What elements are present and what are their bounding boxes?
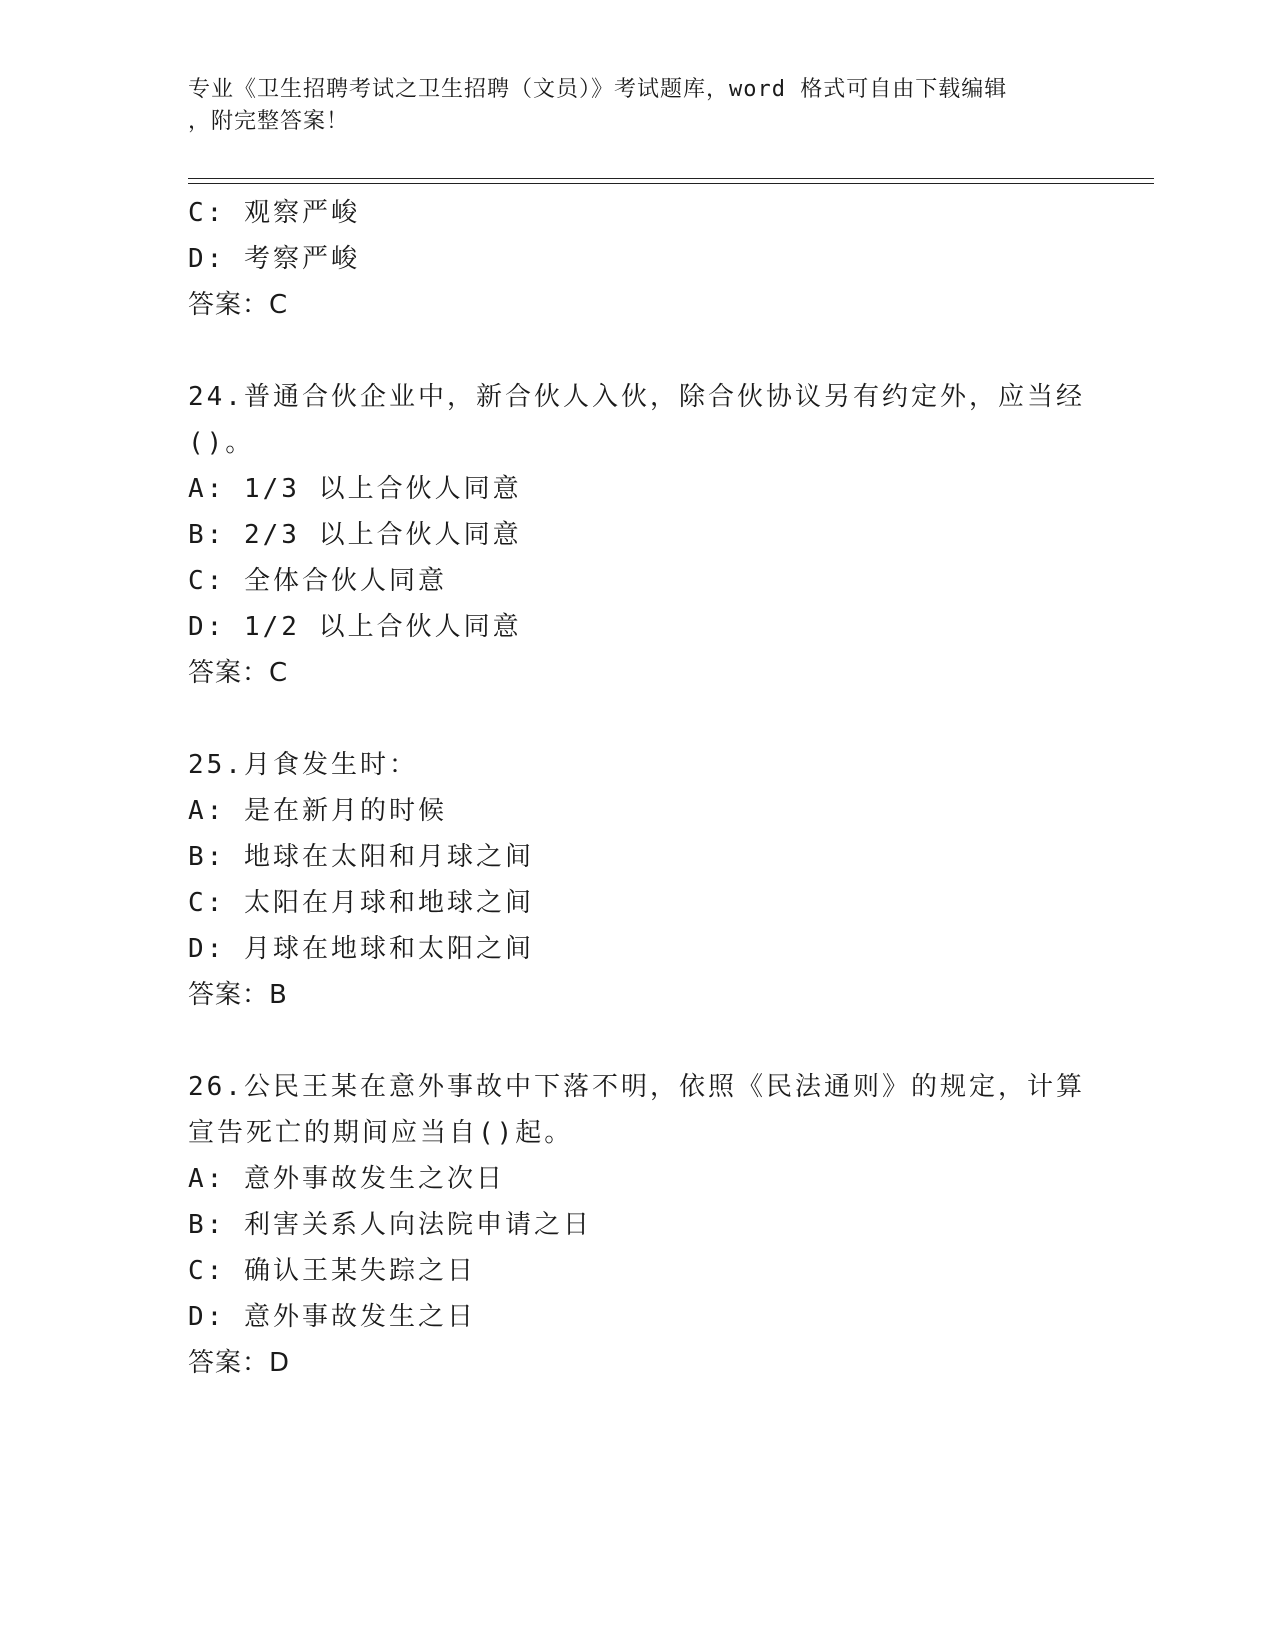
question-25	[188, 742, 1088, 1018]
answer: 答案：B	[188, 980, 288, 1010]
option-b: B: 地球在太阳和月球之间	[188, 842, 534, 872]
header-line-2: ，附完整答案！	[188, 109, 350, 134]
spacer	[188, 696, 1088, 742]
question-stem-line-1: 26.公民王某在意外事故中下落不明，依照《民法通则》的规定，计算	[188, 1072, 1085, 1102]
question-stem-line-2: ()。	[188, 428, 255, 458]
question-stem-line-1: 24.普通合伙企业中，新合伙人入伙，除合伙协议另有约定外，应当经	[188, 382, 1085, 412]
page-header	[188, 74, 1068, 138]
question-26	[188, 1064, 1088, 1386]
option-c: C: 确认王某失踪之日	[188, 1256, 476, 1286]
option-a: A: 意外事故发生之次日	[188, 1164, 505, 1194]
spacer	[188, 1018, 1088, 1064]
header-line-1: 专业《卫生招聘考试之卫生招聘（文员）》考试题库，word 格式可自由下载编辑	[188, 77, 1008, 102]
header-divider-bottom	[188, 183, 1154, 184]
option-d: D: 月球在地球和太阳之间	[188, 934, 534, 964]
header-divider-top	[188, 178, 1154, 179]
option-b: B: 2/3 以上合伙人同意	[188, 520, 522, 550]
option-a: A: 是在新月的时候	[188, 796, 447, 826]
spacer	[188, 328, 1088, 374]
option-b: B: 利害关系人向法院申请之日	[188, 1210, 592, 1240]
option-d: D: 1/2 以上合伙人同意	[188, 612, 522, 642]
option-c: C: 全体合伙人同意	[188, 566, 447, 596]
answer: 答案：D	[188, 1348, 291, 1378]
question-stem-line-1: 25.月食发生时：	[188, 750, 418, 780]
answer: 答案：C	[188, 290, 289, 320]
question-24	[188, 374, 1088, 696]
question-list	[188, 190, 1088, 1386]
question-23-tail	[188, 190, 1088, 328]
option-c: C: 太阳在月球和地球之间	[188, 888, 534, 918]
answer: 答案：C	[188, 658, 289, 688]
option-c: C: 观察严峻	[188, 198, 360, 228]
option-d: D: 意外事故发生之日	[188, 1302, 476, 1332]
option-a: A: 1/3 以上合伙人同意	[188, 474, 522, 504]
option-d: D: 考察严峻	[188, 244, 360, 274]
question-stem-line-2: 宣告死亡的期间应当自()起。	[188, 1118, 574, 1148]
